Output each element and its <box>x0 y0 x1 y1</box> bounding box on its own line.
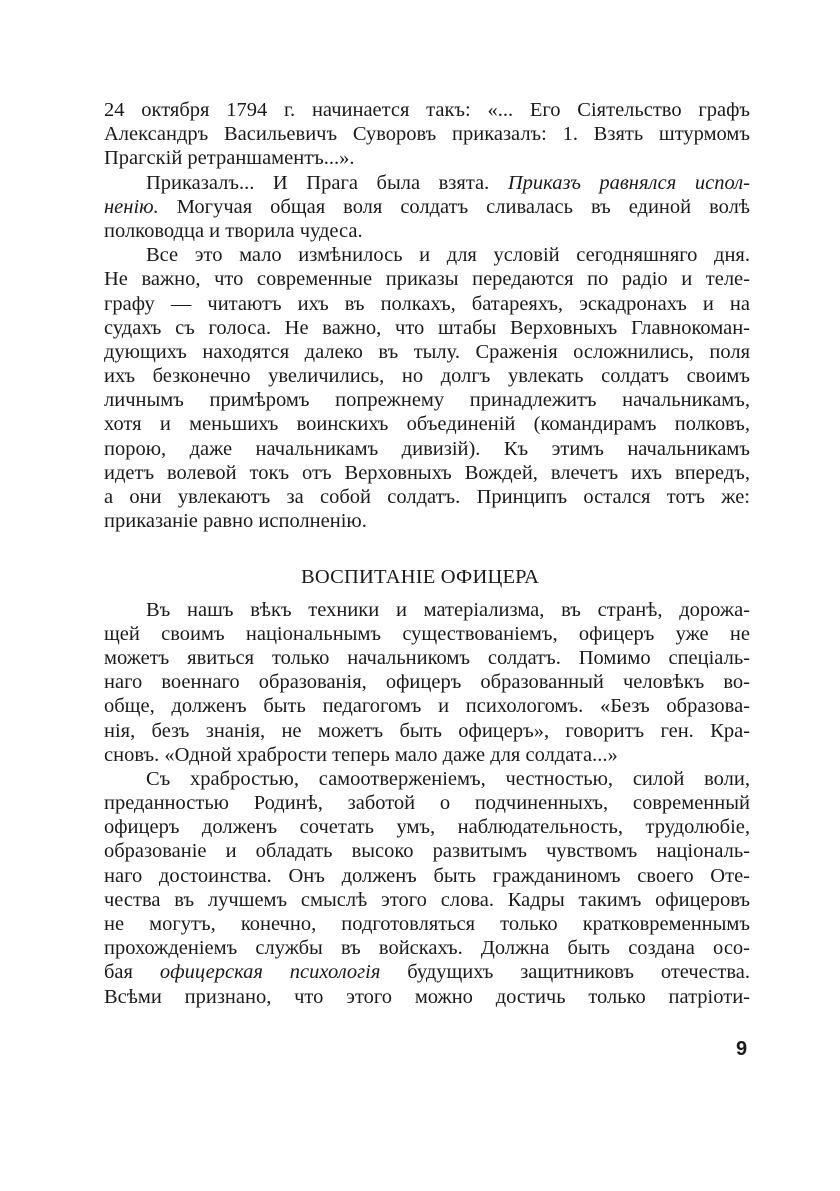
text-line: 24 октября 1794 г. начинается такъ: «... Его Сіятельство графъ <box>104 99 750 121</box>
text-line: преданностью Родинѣ, заботой о подчиненныхъ, современный <box>104 792 750 815</box>
text-line: ихъ безконечно увеличились, но долгъ увлекать солдатъ своимъ <box>104 365 750 388</box>
text-line: хотя и меньшихъ воинскихъ объединеній (командирамъ полковъ, <box>104 413 750 436</box>
text-line: приказаніе равно исполненію. <box>104 510 367 533</box>
text-span: Могучая общая воля солдатъ сливалась въ единой волѣ <box>158 195 750 218</box>
text-line: Съ храбростью, самоотверженіемъ, честностью, силой воли, <box>146 767 750 790</box>
text-line: полководца и творила чудеса. <box>104 219 363 242</box>
text-span: Приказалъ... И Прага была взята. <box>146 171 508 194</box>
text-line: Въ нашъ вѣкъ техники и матеріализма, въ странѣ, дорожа- <box>146 598 750 621</box>
text-line: личнымъ примѣромъ попрежнему принадлежитъ начальникамъ, <box>104 389 750 412</box>
text-line: порою, даже начальникамъ дивизій). Къ этимъ начальникамъ <box>104 437 750 460</box>
text-line <box>104 171 750 195</box>
text-line: Всѣми признано, что этого можно достичь только патріоти- <box>104 985 750 1008</box>
text-line: нія, безъ знанія, не можетъ быть офицеръ», говоритъ ген. Кра- <box>104 719 750 742</box>
text-line: сновъ. «Одной храбрости теперь мало даже для солдата...» <box>104 743 618 766</box>
page-text <box>104 98 750 1009</box>
text-line: обще, долженъ быть педагогомъ и психологомъ. «Безъ образова- <box>104 695 750 718</box>
text-line: наго военнаго образованія, офицеръ образованный человѣкъ во- <box>104 671 750 694</box>
text-line: Прагскій ретраншаментъ...». <box>104 147 355 170</box>
paragraph-praga <box>104 171 750 244</box>
text-line: можетъ явиться только начальникомъ солдатъ. Помимо спеціаль- <box>104 646 750 669</box>
text-span: будущихъ защитниковъ отечества. <box>380 961 750 984</box>
paragraph-officer-education <box>104 598 750 767</box>
italic-span: Приказъ равнялся испол- <box>507 171 750 194</box>
text-line: графу — читаютъ ихъ въ полкахъ, батареяхъ, эскадронахъ и на <box>104 292 750 315</box>
text-line: образованіе и обладать высоко развитымъ чувствомъ національ- <box>104 840 750 863</box>
text-line <box>104 960 750 984</box>
italic-span: ненію. <box>104 195 159 218</box>
text-line: а они увлекаютъ за собой солдатъ. Принципъ остался тотъ же: <box>104 486 750 508</box>
text-line: не могутъ, конечно, подготовляться только кратковременнымъ <box>104 913 750 935</box>
paragraph-modern-orders <box>104 243 750 533</box>
text-line: офицеръ долженъ сочетать умъ, наблюдательность, трудолюбіе, <box>104 816 750 839</box>
paragraph-order-quote <box>104 98 750 171</box>
text-line: наго достоинства. Онъ долженъ быть гражданиномъ своего Оте- <box>104 864 750 887</box>
page-number: 9 <box>736 1038 748 1060</box>
text-line: щей своимъ національнымъ существованіемъ, офицеръ уже не <box>104 622 750 645</box>
text-line: прохожденіемъ службы въ войскахъ. Должна быть создана осо- <box>104 937 750 960</box>
text-line: идетъ волевой токъ отъ Верховныхъ Вождей, влечетъ ихъ впередъ, <box>104 461 750 484</box>
text-span: бая <box>104 961 160 984</box>
text-line <box>104 195 750 219</box>
text-line: Не важно, что современные приказы передаются по радіо и теле- <box>104 268 750 291</box>
text-line: дующихъ находятся далеко въ тылу. Сраженія осложнились, поля <box>104 340 750 363</box>
italic-span: офицерская психологія <box>159 961 381 984</box>
section-heading: ВОСПИТАНІЕ ОФИЦЕРА <box>301 566 540 589</box>
text-line: судахъ съ голоса. Не важно, что штабы Верховныхъ Главнокоман- <box>104 316 750 339</box>
text-line: Все это мало измѣнилось и для условій сегодняшняго дня. <box>146 244 750 267</box>
text-line: Александръ Васильевичъ Суворовъ приказалъ: 1. Взять штурмомъ <box>104 123 750 146</box>
paragraph-officer-qualities <box>104 767 750 1009</box>
text-line: чества въ лучшемъ смыслѣ этого слова. Кадры такимъ офицеровъ <box>104 888 750 911</box>
